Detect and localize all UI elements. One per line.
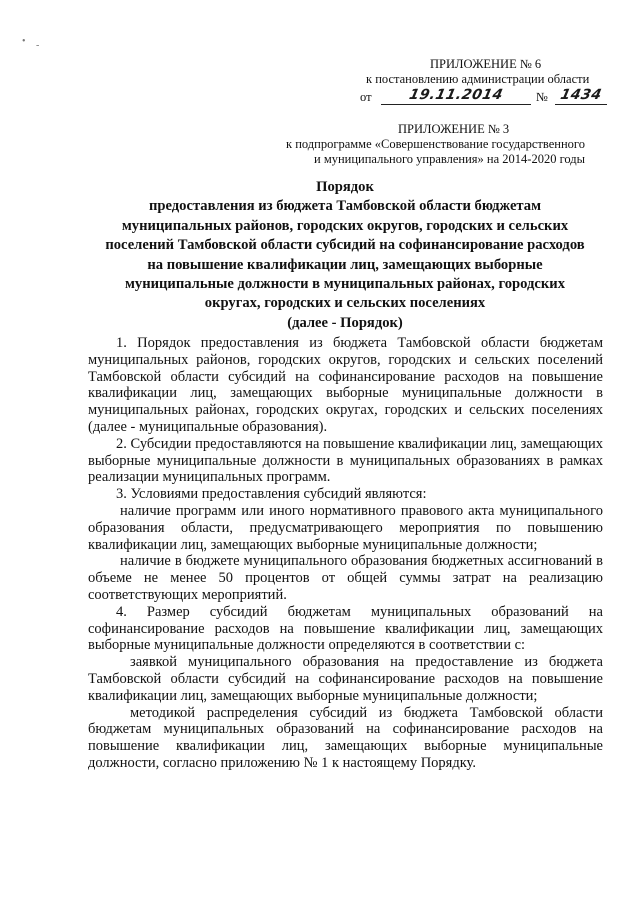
condition-1: наличие программ или иного нормативного правового акта муниципального образования области, предусматривающего мероприятия по повышению квалификации лиц, замещающих выборные муниципальные должности; bbox=[88, 502, 603, 553]
paragraph-1: 1. Порядок предоставления из бюджета Тамбовской области бюджетам муниципальных районов, городских округов, городских и сельских поселений Тамбовской области субсидий на софинансирование расходов на повышение квалификации лиц, замещающих выборные муниципальные должности в муниципальных районах, городских округах, городских и сельских поселениях (далее - муниципальные образования). bbox=[88, 335, 603, 435]
subtitle-line: муниципальных районов, городских округов, городских и сельских bbox=[121, 217, 569, 234]
paragraph-3: 3. Условиями предоставления субсидий являются: bbox=[116, 486, 427, 503]
paragraph-4: 4. Размер субсидий бюджетам муниципальных образований на софинансирование расходов на повышение квалификации лиц, замещающих выборные муниципальные должности определяются в соответствии с: bbox=[88, 603, 603, 654]
handwritten-number: 1434 bbox=[558, 87, 604, 103]
appendix3-title: ПРИЛОЖЕНИЕ № 3 bbox=[398, 122, 510, 136]
appendix6-title: ПРИЛОЖЕНИЕ № 6 bbox=[430, 57, 542, 71]
paragraph-2: 2. Субсидии предоставляются на повышение квалификации лиц, замещающих выборные муниципальные должности в муниципальных образованиях в рамках реализации муниципальных программ. bbox=[88, 435, 603, 486]
date-field bbox=[381, 87, 531, 105]
scan-mark: - bbox=[36, 40, 40, 51]
appendix3-line1: к подпрограмме «Совершенствование государственного bbox=[286, 137, 585, 151]
basis-1: заявкой муниципального образования на предоставление из бюджета Тамбовской области субсидий на софинансирование расходов на повышение квалификации лиц, замещающих выборные муниципальные должности; bbox=[88, 654, 603, 704]
subtitle-line: поселений Тамбовской области субсидий на софинансирование расходов bbox=[105, 237, 585, 254]
appendix3-block bbox=[286, 122, 616, 167]
appendix3-line2: и муниципального управления» на 2014-2020 годы bbox=[314, 152, 586, 166]
subtitle-line: предоставления из бюджета Тамбовской области бюджетам bbox=[148, 198, 542, 215]
appendix6-resolution: к постановлению администрации области bbox=[366, 72, 590, 86]
number-prefix: № bbox=[535, 90, 548, 104]
subtitle-line: муниципальные должности в муниципальных районах, городских bbox=[124, 276, 566, 293]
document-title bbox=[78, 178, 612, 333]
scan-mark: • bbox=[22, 36, 26, 47]
basis-2: методикой распределения субсидий из бюджета Тамбовской области бюджетам муниципальных образований на софинансирование расходов на повышение квалификации лиц, замещающих выборные муниципальные должности, согласно приложению № 1 к настоящему Порядку. bbox=[88, 704, 603, 771]
appendix6-block bbox=[360, 57, 610, 105]
subtitle-line: на повышение квалификации лиц, замещающих выборные bbox=[147, 256, 543, 273]
number-field bbox=[555, 87, 607, 105]
condition-2: наличие в бюджете муниципального образования бюджетных ассигнований в объеме не менее 50 процентов от общей суммы затрат на реализацию соответствующих мероприятий. bbox=[88, 553, 603, 603]
handwritten-date: 19.11.2014 bbox=[407, 87, 505, 103]
document-body bbox=[88, 335, 603, 772]
subtitle-line: (далее - Порядок) bbox=[287, 314, 403, 331]
date-prefix: от bbox=[360, 90, 372, 104]
subtitle-line: округах, городских и сельских поселениях bbox=[204, 295, 486, 312]
heading: Порядок bbox=[316, 179, 374, 195]
appendix6-date-row bbox=[360, 87, 610, 105]
